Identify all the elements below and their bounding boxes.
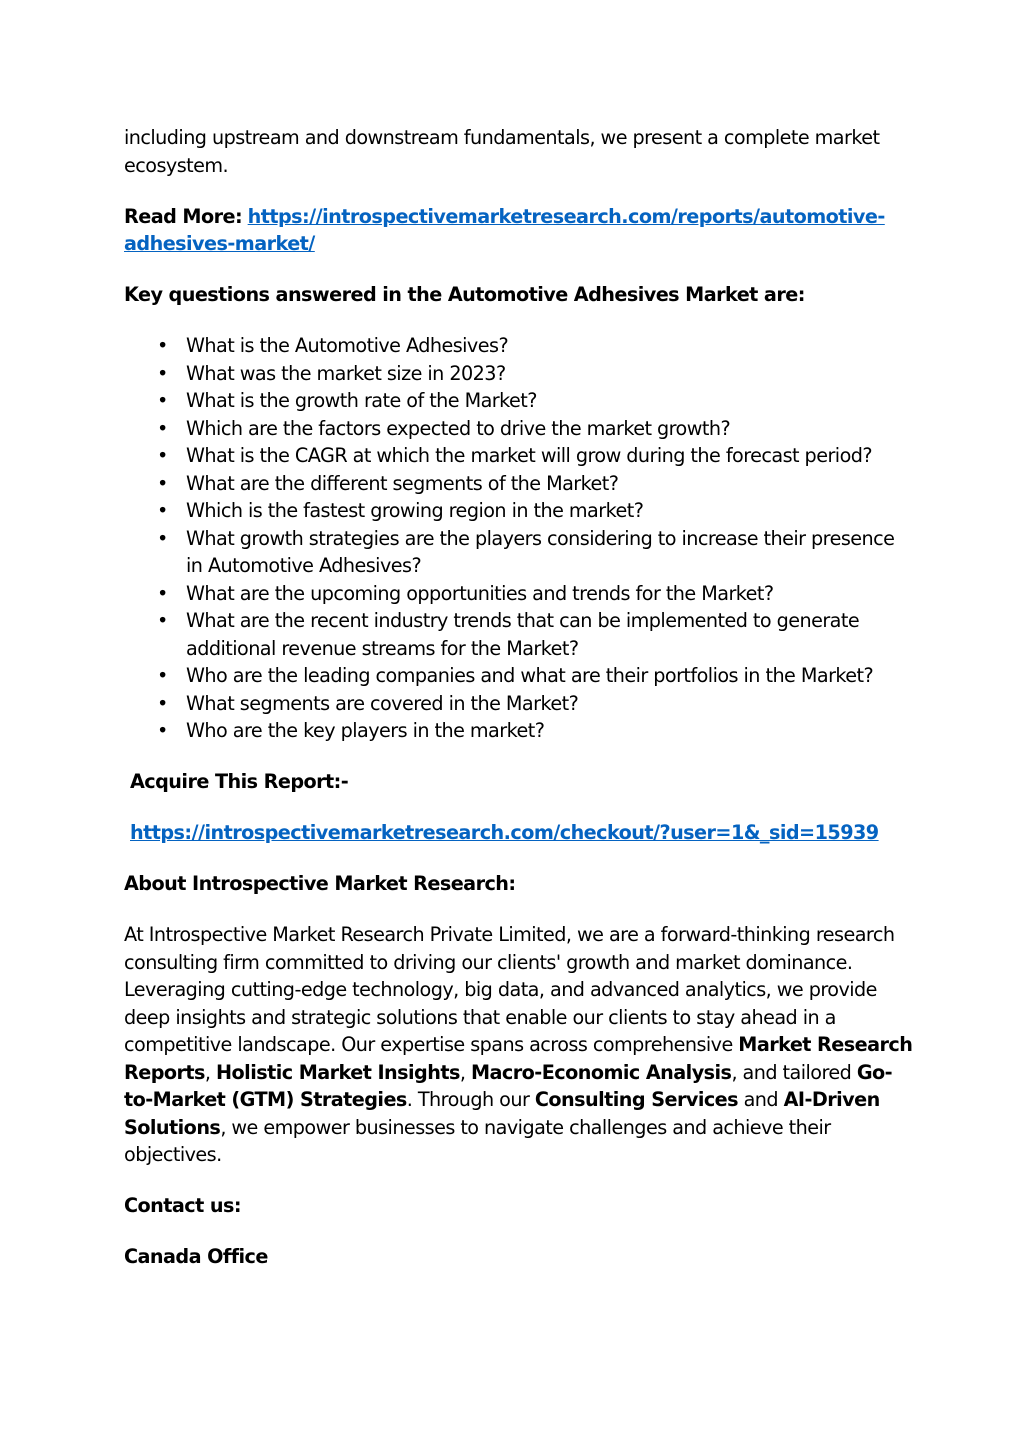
acquire-heading: Acquire This Report:- <box>130 770 349 793</box>
list-item <box>124 607 914 662</box>
bullet-icon: • <box>157 444 168 467</box>
read-more-link[interactable]: https://introspectivemarketresearch.com/reports/automotive-adhesives-market/ <box>124 204 885 255</box>
bullet-icon: • <box>157 389 168 412</box>
spacer <box>124 1220 914 1244</box>
about-text: , <box>459 1060 471 1084</box>
list-item <box>124 470 914 498</box>
bullet-icon: • <box>157 471 168 495</box>
bullet-icon: • <box>157 416 168 440</box>
about-text: , we empower businesses to navigate challenges and achieve their objectives. <box>124 1115 831 1166</box>
list-item <box>124 387 914 415</box>
about-bold-term: AI-Driven Solutions <box>124 1088 880 1139</box>
bullet-icon: • <box>157 334 168 357</box>
about-bold-term: Macro-Economic Analysis <box>470 1060 732 1084</box>
bullet-icon: • <box>157 526 168 550</box>
list-item-text: Which are the factors expected to drive the market growth? <box>186 416 731 440</box>
read-more-label: Read More: <box>124 204 243 228</box>
bullet-icon: • <box>157 499 168 522</box>
list-item <box>124 580 914 608</box>
list-item-text: Who are the key players in the market? <box>186 719 545 742</box>
about-paragraph <box>124 921 914 1169</box>
list-item <box>124 525 914 580</box>
spacer <box>124 847 914 871</box>
list-item-text: Who are the leading companies and what are their portfolios in the Market? <box>186 664 874 687</box>
list-item-text: What was the market size in 2023? <box>186 361 506 385</box>
office-heading: Canada Office <box>124 1245 268 1268</box>
list-item-text: What is the growth rate of the Market? <box>186 389 537 412</box>
about-text: and <box>738 1088 784 1111</box>
bullet-icon: • <box>157 664 168 687</box>
list-item <box>124 360 914 388</box>
list-item-text: What are the recent industry trends that can be implemented to generate additional revenue streams for the Market? <box>186 609 860 660</box>
spacer <box>124 309 914 333</box>
about-text: , and tailored <box>731 1060 857 1084</box>
list-item-text: What growth strategies are the players considering to increase their presence in Automotive Adhesives? <box>186 526 895 577</box>
list-item <box>124 690 914 718</box>
about-heading: About Introspective Market Research: <box>124 872 516 895</box>
about-text: At Introspective Market Research Private Limited, we are a forward-thinking research consulting firm committed to driving our clients' growth and market dominance. Leveraging cutting-edge technology, big data, and advanced analytics, we provide deep insights and strategic solutions that enable our clients to stay ahead in a competitive landscape. Our expertise spans across comprehensive <box>124 923 895 1056</box>
about-text: , <box>204 1060 217 1084</box>
list-item-text: What is the CAGR at which the market will grow during the forecast period? <box>186 444 873 467</box>
spacer <box>124 745 914 769</box>
list-item-text: What are the upcoming opportunities and trends for the Market? <box>186 581 774 605</box>
list-item-text: What segments are covered in the Market? <box>186 691 579 715</box>
list-item-text: What are the different segments of the Market? <box>186 471 619 495</box>
about-text: . Through our <box>406 1088 535 1111</box>
acquire-line <box>124 819 914 847</box>
list-item <box>124 717 914 745</box>
acquire-link[interactable]: https://introspectivemarketresearch.com/checkout/?user=1&_sid=15939 <box>130 821 879 844</box>
spacer <box>124 258 914 282</box>
bullet-icon: • <box>157 581 168 605</box>
list-item <box>124 415 914 443</box>
bullet-icon: • <box>157 691 168 715</box>
bullet-icon: • <box>157 609 168 632</box>
bullet-icon: • <box>157 719 168 742</box>
intro-tail-paragraph: including upstream and downstream fundamentals, we present a complete market ecosystem. <box>124 126 880 177</box>
list-item <box>124 332 914 360</box>
key-questions-heading: Key questions answered in the Automotive Adhesives Market are: <box>124 283 805 306</box>
key-questions-list <box>124 332 914 745</box>
spacer <box>124 898 914 922</box>
spacer <box>124 179 914 203</box>
bullet-icon: • <box>157 361 168 385</box>
about-bold-term: Holistic Market Insights <box>216 1060 460 1084</box>
list-item-text: What is the Automotive Adhesives? <box>186 334 509 357</box>
list-item-text: Which is the fastest growing region in the market? <box>186 499 644 522</box>
list-item <box>124 662 914 690</box>
read-more-line <box>124 203 914 258</box>
spacer <box>124 1169 914 1193</box>
spacer <box>124 796 914 820</box>
about-bold-term: Market Research Reports <box>124 1033 913 1084</box>
about-bold-term: Consulting Services <box>534 1088 739 1111</box>
about-bold-term: Go-to-Market (GTM) Strategies <box>124 1060 893 1111</box>
list-item <box>124 442 914 470</box>
document-page <box>124 124 914 1271</box>
list-item <box>124 497 914 525</box>
contact-heading: Contact us: <box>124 1194 241 1217</box>
